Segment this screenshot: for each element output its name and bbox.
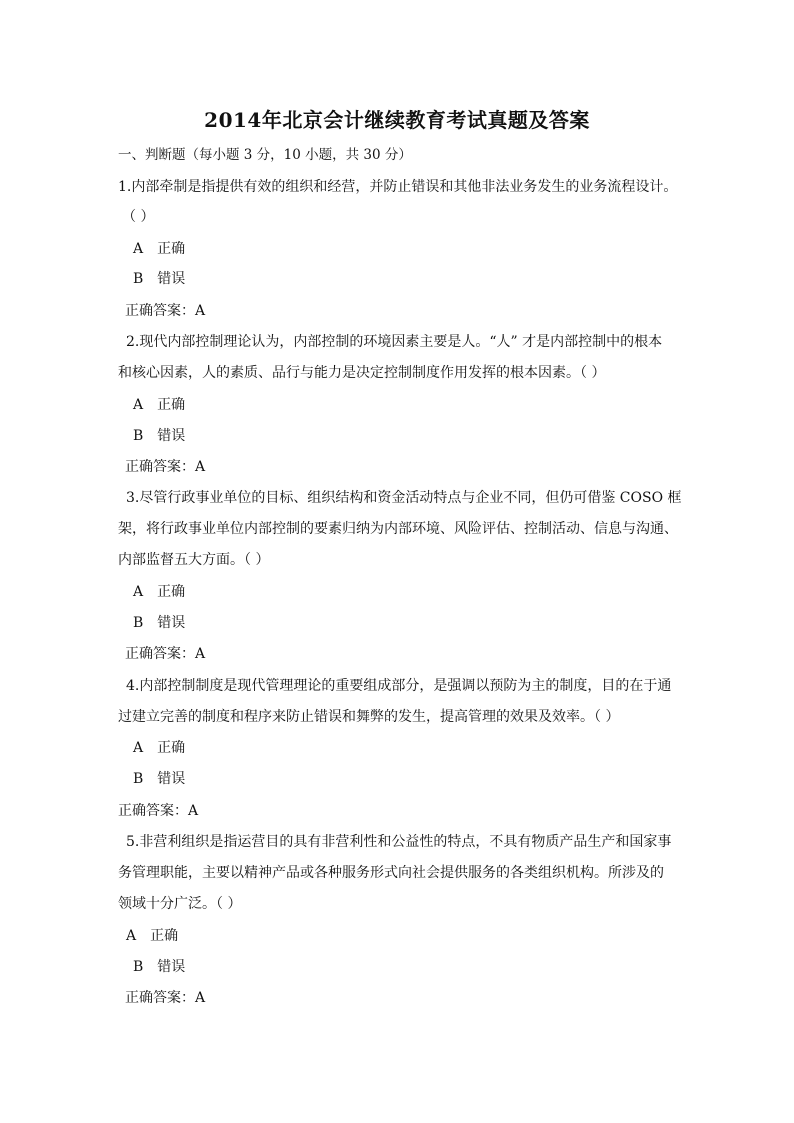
option-a: A 正确	[133, 584, 186, 600]
question-text-line: 3.尽管行政事业单位的目标、组织结构和资金活动特点与企业不同，但仍可借鉴 COSO 框	[126, 490, 682, 506]
option-b: B 错误	[133, 428, 186, 444]
question-text-line: 内部监督五大方面。（ ）	[118, 552, 270, 568]
section-heading: 一、判断题（每小题 3 分，10 小题，共 30 分）	[118, 147, 412, 163]
option-a: A 正确	[126, 928, 179, 944]
question-text-line: 过建立完善的制度和程序来防止错误和舞弊的发生，提高管理的效果及效率。（ ）	[118, 709, 620, 725]
question-text-line: 架，将行政事业单位内部控制的要素归纳为内部环境、风险评估、控制活动、信息与沟通、	[118, 521, 678, 537]
correct-answer: 正确答案：A	[125, 459, 206, 475]
option-b: B 错误	[133, 615, 186, 631]
page-title: 2014年北京会计继续教育考试真题及答案	[204, 108, 590, 132]
correct-answer: 正确答案：A	[125, 990, 206, 1006]
option-a: A 正确	[133, 241, 186, 257]
option-b: B 错误	[133, 771, 186, 787]
option-b: B 错误	[133, 271, 186, 287]
question-text-line: 4.内部控制制度是现代管理理论的重要组成部分，是强调以预防为主的制度，目的在于通	[126, 678, 672, 694]
question-text-line: 1.内部牵制是指提供有效的组织和经营，并防止错误和其他非法业务发生的业务流程设计。	[118, 179, 678, 195]
question-text-line: 和核心因素，人的素质、品行与能力是决定控制制度作用发挥的根本因素。（ ）	[118, 365, 606, 381]
option-a: A 正确	[133, 740, 186, 756]
question-text-line: 领域十分广泛。（ ）	[118, 896, 242, 912]
correct-answer: 正确答案：A	[125, 303, 206, 319]
question-text-line: 5.非营利组织是指运营目的具有非营利性和公益性的特点，不具有物质产品生产和国家事	[126, 834, 672, 850]
option-b: B 错误	[133, 959, 186, 975]
option-a: A 正确	[133, 397, 186, 413]
question-text-line: 务管理职能，主要以精神产品或各种服务形式向社会提供服务的各类组织机构。所涉及的	[118, 865, 664, 881]
question-text-line: （ ）	[122, 209, 155, 225]
correct-answer: 正确答案：A	[125, 646, 206, 662]
question-text-line: 2.现代内部控制理论认为，内部控制的环境因素主要是人。“人” 才是内部控制中的根本	[126, 334, 663, 350]
correct-answer: 正确答案：A	[118, 803, 199, 819]
